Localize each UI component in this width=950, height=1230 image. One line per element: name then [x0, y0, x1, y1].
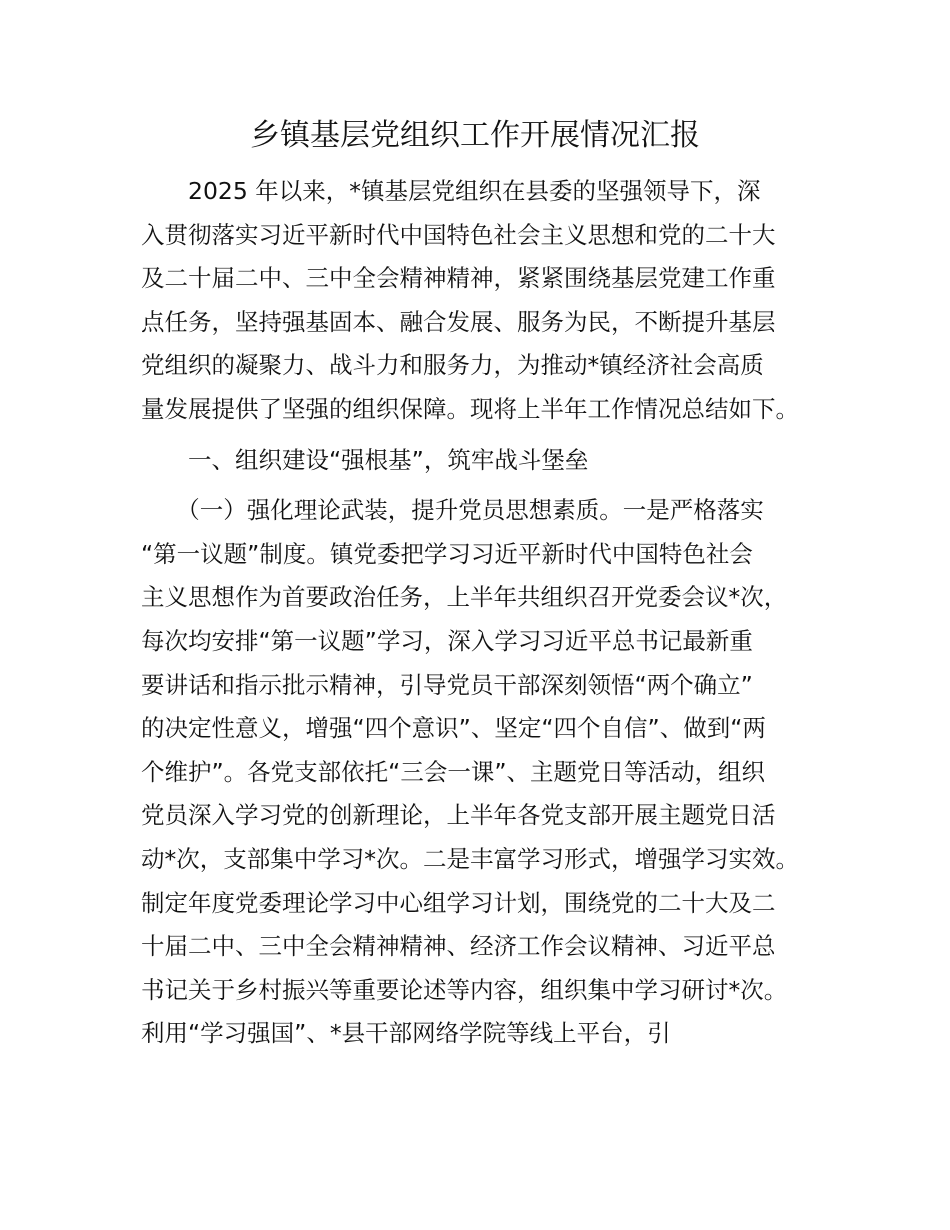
text-line: 主义思想作为首要政治任务，上半年共组织召开党委会议*次，	[141, 583, 788, 612]
text-line: 每次均安排“第一议题”学习，深入学习习近平总书记最新重	[141, 626, 753, 655]
text-line: 点任务，坚持强基固本、融合发展、服务为民，不断提升基层	[141, 307, 776, 336]
text-line: 书记关于乡村振兴等重要论述等内容，组织集中学习研讨*次。	[141, 975, 788, 1004]
text-line: 2025 年以来，*镇基层党组织在县委的坚强领导下，深	[141, 177, 761, 205]
section-heading-text: 一、组织建设“强根基”，筑牢战斗堡垒	[141, 445, 589, 474]
text-line: 要讲话和指示批示精神，引导党员干部深刻领悟“两个确立”	[141, 670, 753, 699]
document-title: 乡镇基层党组织工作开展情况汇报	[250, 118, 700, 153]
text-line: 制定年度党委理论学习中心组学习计划，围绕党的二十大及二	[141, 888, 776, 917]
text-line: 的决定性意义，增强“四个意识”、坚定“四个自信”、做到“两	[141, 714, 766, 743]
document-body	[141, 170, 831, 1056]
text-line: （一）强化理论武装，提升党员思想素质。一是严格落实	[141, 496, 764, 525]
text-line: 量发展提供了坚强的组织保障。现将上半年工作情况总结如下。	[141, 394, 799, 423]
paragraph-gap	[141, 432, 831, 439]
text-line: 利用“学习强国”、*县干部网络学院等线上平台，引	[141, 1019, 671, 1048]
text-line: 党员深入学习党的创新理论，上半年各党支部开展主题党日活	[141, 801, 776, 830]
text-line: 十届二中、三中全会精神精神、经济工作会议精神、习近平总	[141, 932, 776, 961]
text-line: “第一议题”制度。镇党委把学习习近平新时代中国特色社会	[141, 539, 753, 568]
text-line: 动*次，支部集中学习*次。二是丰富学习形式，增强学习实效。	[141, 844, 799, 873]
subsection-paragraph	[141, 489, 831, 1056]
text-line: 入贯彻落实习近平新时代中国特色社会主义思想和党的二十大	[141, 220, 776, 249]
intro-paragraph	[141, 170, 831, 432]
paragraph-gap	[141, 482, 831, 489]
section-heading	[141, 439, 831, 483]
text-line: 及二十届二中、三中全会精神精神，紧紧围绕基层党建工作重	[141, 264, 776, 293]
text-line: 个维护”。各党支部依托“三会一课”、主题党日等活动，组织	[141, 757, 766, 786]
text-line: 党组织的凝聚力、战斗力和服务力，为推动*镇经济社会高质	[141, 351, 764, 380]
